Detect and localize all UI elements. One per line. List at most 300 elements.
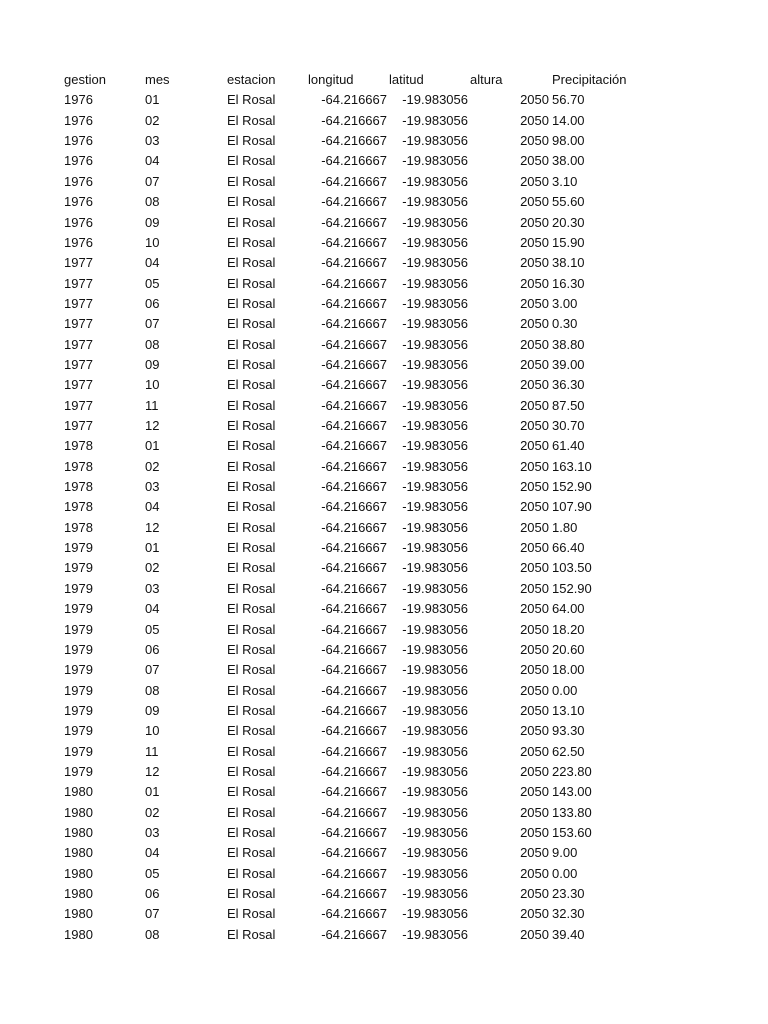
cell-longitud: -64.216667 (321, 641, 387, 657)
cell-latitud: -19.983056 (402, 153, 468, 169)
cell-estacion: El Rosal (227, 519, 276, 535)
cell-precip: 103.50 (552, 560, 592, 576)
cell-gestion: 1976 (64, 112, 93, 128)
cell-longitud: -64.216667 (321, 418, 387, 433)
cell-estacion: El Rosal (227, 601, 276, 617)
cell-longitud: -64.216667 (321, 784, 387, 800)
table-row (0, 294, 768, 314)
cell-altura: 2050 (520, 295, 549, 311)
cell-precip: 163.10 (552, 458, 592, 474)
cell-longitud: -64.216667 (321, 621, 387, 637)
cell-altura: 2050 (520, 886, 549, 902)
cell-precip: 56.70 (552, 92, 585, 108)
cell-latitud: -19.983056 (402, 295, 468, 311)
cell-precip: 0.00 (552, 865, 578, 881)
table-row (0, 864, 768, 884)
cell-latitud: -19.983056 (402, 458, 468, 474)
cell-precip: 152.90 (552, 580, 592, 596)
table-row (0, 884, 768, 904)
cell-estacion: El Rosal (227, 336, 276, 352)
cell-altura: 2050 (520, 377, 549, 393)
cell-latitud: -19.983056 (402, 112, 468, 128)
cell-longitud: -64.216667 (321, 682, 387, 698)
cell-precip: 39.00 (552, 356, 585, 372)
cell-estacion: El Rosal (227, 621, 276, 637)
cell-longitud: -64.216667 (321, 906, 387, 922)
cell-altura: 2050 (520, 926, 549, 942)
cell-precip: 38.00 (552, 153, 585, 169)
cell-longitud: -64.216667 (321, 825, 387, 840)
cell-mes: 01 (145, 438, 160, 454)
table-row (0, 497, 768, 517)
cell-longitud: -64.216667 (321, 92, 387, 108)
cell-longitud: -64.216667 (321, 214, 387, 230)
cell-mes: 06 (145, 641, 160, 657)
cell-precip: 38.10 (552, 255, 585, 271)
cell-latitud: -19.983056 (402, 621, 468, 637)
cell-precip: 18.20 (552, 621, 585, 637)
cell-longitud: -64.216667 (321, 295, 387, 311)
cell-mes: 12 (145, 763, 160, 779)
cell-precip: 152.90 (552, 479, 592, 495)
cell-precip: 36.30 (552, 377, 585, 393)
table-row (0, 782, 768, 802)
cell-gestion: 1979 (64, 662, 93, 678)
cell-mes: 02 (145, 112, 160, 128)
cell-longitud: -64.216667 (321, 723, 387, 739)
cell-estacion: El Rosal (227, 255, 276, 271)
cell-latitud: -19.983056 (402, 479, 468, 495)
cell-longitud: -64.216667 (321, 255, 387, 271)
cell-longitud: -64.216667 (321, 479, 387, 495)
cell-estacion: El Rosal (227, 316, 276, 332)
cell-estacion: El Rosal (227, 560, 276, 576)
cell-gestion: 1976 (64, 214, 93, 230)
cell-mes: 09 (145, 356, 160, 372)
cell-precip: 13.10 (552, 702, 585, 718)
cell-gestion: 1978 (64, 479, 93, 495)
cell-mes: 03 (145, 479, 160, 495)
cell-altura: 2050 (520, 438, 549, 454)
cell-altura: 2050 (520, 92, 549, 108)
cell-latitud: -19.983056 (402, 926, 468, 942)
cell-altura: 2050 (520, 499, 549, 515)
cell-altura: 2050 (520, 621, 549, 637)
cell-estacion: El Rosal (227, 865, 276, 881)
cell-latitud: -19.983056 (402, 743, 468, 759)
header-row (0, 70, 768, 90)
cell-estacion: El Rosal (227, 275, 276, 291)
table-row (0, 233, 768, 253)
cell-altura: 2050 (520, 397, 549, 413)
cell-longitud: -64.216667 (321, 112, 387, 128)
cell-altura: 2050 (520, 153, 549, 169)
cell-latitud: -19.983056 (402, 397, 468, 413)
cell-precip: 61.40 (552, 438, 585, 454)
cell-gestion: 1977 (64, 356, 93, 372)
cell-gestion: 1978 (64, 438, 93, 454)
table-row (0, 681, 768, 701)
cell-altura: 2050 (520, 763, 549, 779)
cell-mes: 03 (145, 825, 160, 840)
cell-precip: 14.00 (552, 112, 585, 128)
cell-estacion: El Rosal (227, 356, 276, 372)
header-mes: mes (145, 72, 170, 87)
cell-precip: 39.40 (552, 926, 585, 942)
cell-estacion: El Rosal (227, 540, 276, 556)
cell-altura: 2050 (520, 356, 549, 372)
cell-estacion: El Rosal (227, 479, 276, 495)
table-row (0, 477, 768, 497)
cell-estacion: El Rosal (227, 784, 276, 800)
cell-altura: 2050 (520, 479, 549, 495)
cell-latitud: -19.983056 (402, 865, 468, 881)
cell-estacion: El Rosal (227, 763, 276, 779)
cell-gestion: 1979 (64, 702, 93, 718)
cell-mes: 04 (145, 499, 160, 515)
cell-latitud: -19.983056 (402, 133, 468, 149)
cell-altura: 2050 (520, 173, 549, 189)
cell-gestion: 1976 (64, 194, 93, 210)
cell-precip: 66.40 (552, 540, 585, 556)
cell-precip: 98.00 (552, 133, 585, 149)
cell-precip: 133.80 (552, 804, 592, 820)
cell-mes: 10 (145, 377, 160, 393)
cell-precip: 153.60 (552, 825, 592, 840)
cell-longitud: -64.216667 (321, 845, 387, 861)
cell-gestion: 1976 (64, 153, 93, 169)
cell-latitud: -19.983056 (402, 214, 468, 230)
cell-precip: 15.90 (552, 234, 585, 250)
cell-estacion: El Rosal (227, 662, 276, 678)
header-precipitacion: Precipitación (552, 72, 627, 87)
cell-gestion: 1980 (64, 865, 93, 881)
cell-altura: 2050 (520, 316, 549, 332)
cell-altura: 2050 (520, 784, 549, 800)
cell-estacion: El Rosal (227, 580, 276, 596)
cell-gestion: 1977 (64, 255, 93, 271)
table-row (0, 538, 768, 558)
cell-altura: 2050 (520, 702, 549, 718)
cell-estacion: El Rosal (227, 153, 276, 169)
cell-estacion: El Rosal (227, 234, 276, 250)
table-row (0, 762, 768, 782)
cell-longitud: -64.216667 (321, 763, 387, 779)
cell-precip: 23.30 (552, 886, 585, 902)
cell-precip: 143.00 (552, 784, 592, 800)
table-row (0, 314, 768, 334)
cell-estacion: El Rosal (227, 499, 276, 515)
cell-latitud: -19.983056 (402, 580, 468, 596)
cell-precip: 3.00 (552, 295, 578, 311)
cell-altura: 2050 (520, 458, 549, 474)
cell-mes: 02 (145, 804, 160, 820)
cell-longitud: -64.216667 (321, 397, 387, 413)
cell-gestion: 1976 (64, 234, 93, 250)
table-row (0, 253, 768, 273)
cell-estacion: El Rosal (227, 214, 276, 230)
cell-mes: 02 (145, 458, 160, 474)
table-row (0, 172, 768, 192)
cell-estacion: El Rosal (227, 702, 276, 718)
cell-mes: 04 (145, 255, 160, 271)
cell-latitud: -19.983056 (402, 377, 468, 393)
table-row (0, 823, 768, 843)
cell-latitud: -19.983056 (402, 560, 468, 576)
cell-longitud: -64.216667 (321, 662, 387, 678)
cell-altura: 2050 (520, 336, 549, 352)
cell-precip: 3.10 (552, 173, 578, 189)
cell-estacion: El Rosal (227, 418, 276, 433)
cell-altura: 2050 (520, 723, 549, 739)
cell-mes: 02 (145, 560, 160, 576)
table-row (0, 721, 768, 741)
cell-latitud: -19.983056 (402, 702, 468, 718)
cell-latitud: -19.983056 (402, 886, 468, 902)
cell-gestion: 1980 (64, 845, 93, 861)
table-row (0, 213, 768, 233)
table-row (0, 640, 768, 660)
table-row (0, 131, 768, 151)
cell-estacion: El Rosal (227, 723, 276, 739)
cell-altura: 2050 (520, 133, 549, 149)
cell-estacion: El Rosal (227, 906, 276, 922)
cell-precip: 18.00 (552, 662, 585, 678)
cell-altura: 2050 (520, 214, 549, 230)
cell-altura: 2050 (520, 519, 549, 535)
cell-estacion: El Rosal (227, 743, 276, 759)
cell-estacion: El Rosal (227, 804, 276, 820)
cell-precip: 1.80 (552, 519, 578, 535)
cell-mes: 08 (145, 336, 160, 352)
table-row (0, 375, 768, 395)
cell-altura: 2050 (520, 662, 549, 678)
cell-precip: 107.90 (552, 499, 592, 515)
cell-longitud: -64.216667 (321, 519, 387, 535)
cell-longitud: -64.216667 (321, 499, 387, 515)
cell-altura: 2050 (520, 804, 549, 820)
cell-altura: 2050 (520, 906, 549, 922)
cell-precip: 38.80 (552, 336, 585, 352)
cell-latitud: -19.983056 (402, 845, 468, 861)
table-row (0, 620, 768, 640)
cell-altura: 2050 (520, 275, 549, 291)
cell-mes: 04 (145, 845, 160, 861)
table-row (0, 925, 768, 945)
header-altura: altura (470, 72, 503, 87)
cell-gestion: 1979 (64, 763, 93, 779)
header-gestion: gestion (64, 72, 106, 87)
cell-gestion: 1979 (64, 682, 93, 698)
cell-altura: 2050 (520, 112, 549, 128)
cell-precip: 93.30 (552, 723, 585, 739)
cell-mes: 04 (145, 153, 160, 169)
cell-longitud: -64.216667 (321, 316, 387, 332)
cell-estacion: El Rosal (227, 295, 276, 311)
cell-longitud: -64.216667 (321, 702, 387, 718)
cell-longitud: -64.216667 (321, 356, 387, 372)
cell-altura: 2050 (520, 845, 549, 861)
cell-longitud: -64.216667 (321, 886, 387, 902)
cell-latitud: -19.983056 (402, 906, 468, 922)
cell-gestion: 1979 (64, 621, 93, 637)
cell-mes: 07 (145, 906, 160, 922)
cell-estacion: El Rosal (227, 641, 276, 657)
cell-latitud: -19.983056 (402, 194, 468, 210)
cell-altura: 2050 (520, 255, 549, 271)
cell-mes: 05 (145, 865, 160, 881)
table-row (0, 843, 768, 863)
header-longitud: longitud (308, 72, 354, 87)
cell-latitud: -19.983056 (402, 804, 468, 820)
cell-gestion: 1979 (64, 723, 93, 739)
cell-mes: 09 (145, 702, 160, 718)
cell-gestion: 1980 (64, 825, 93, 840)
cell-mes: 10 (145, 234, 160, 250)
cell-latitud: -19.983056 (402, 723, 468, 739)
cell-mes: 10 (145, 723, 160, 739)
cell-estacion: El Rosal (227, 886, 276, 902)
cell-altura: 2050 (520, 682, 549, 698)
table-row (0, 558, 768, 578)
cell-gestion: 1977 (64, 418, 93, 433)
cell-longitud: -64.216667 (321, 336, 387, 352)
cell-precip: 30.70 (552, 418, 585, 433)
cell-mes: 11 (145, 397, 159, 413)
cell-latitud: -19.983056 (402, 682, 468, 698)
table-row (0, 660, 768, 680)
table-row (0, 701, 768, 721)
cell-longitud: -64.216667 (321, 234, 387, 250)
cell-latitud: -19.983056 (402, 825, 468, 840)
cell-latitud: -19.983056 (402, 662, 468, 678)
cell-estacion: El Rosal (227, 438, 276, 454)
cell-gestion: 1976 (64, 92, 93, 108)
cell-gestion: 1977 (64, 336, 93, 352)
cell-gestion: 1979 (64, 540, 93, 556)
cell-precip: 87.50 (552, 397, 585, 413)
cell-longitud: -64.216667 (321, 601, 387, 617)
table-row (0, 396, 768, 416)
cell-estacion: El Rosal (227, 458, 276, 474)
cell-longitud: -64.216667 (321, 865, 387, 881)
cell-precip: 0.00 (552, 682, 578, 698)
cell-altura: 2050 (520, 825, 549, 840)
cell-mes: 11 (145, 743, 159, 759)
cell-altura: 2050 (520, 601, 549, 617)
cell-mes: 12 (145, 418, 160, 433)
cell-gestion: 1977 (64, 295, 93, 311)
cell-latitud: -19.983056 (402, 763, 468, 779)
cell-latitud: -19.983056 (402, 499, 468, 515)
cell-gestion: 1977 (64, 316, 93, 332)
cell-estacion: El Rosal (227, 173, 276, 189)
cell-estacion: El Rosal (227, 926, 276, 942)
cell-altura: 2050 (520, 641, 549, 657)
table-row (0, 436, 768, 456)
cell-altura: 2050 (520, 540, 549, 556)
cell-gestion: 1980 (64, 926, 93, 942)
cell-precip: 0.30 (552, 316, 578, 332)
cell-altura: 2050 (520, 560, 549, 576)
cell-mes: 12 (145, 519, 160, 535)
cell-longitud: -64.216667 (321, 173, 387, 189)
cell-longitud: -64.216667 (321, 804, 387, 820)
cell-latitud: -19.983056 (402, 234, 468, 250)
cell-estacion: El Rosal (227, 682, 276, 698)
cell-precip: 32.30 (552, 906, 585, 922)
cell-gestion: 1976 (64, 173, 93, 189)
cell-latitud: -19.983056 (402, 316, 468, 332)
cell-mes: 09 (145, 214, 160, 230)
table-row (0, 803, 768, 823)
cell-mes: 08 (145, 682, 160, 698)
cell-altura: 2050 (520, 580, 549, 596)
table-row (0, 274, 768, 294)
table-row (0, 742, 768, 762)
table-row (0, 355, 768, 375)
cell-gestion: 1977 (64, 397, 93, 413)
cell-gestion: 1980 (64, 784, 93, 800)
table-row (0, 111, 768, 131)
cell-gestion: 1979 (64, 580, 93, 596)
cell-gestion: 1979 (64, 601, 93, 617)
cell-longitud: -64.216667 (321, 743, 387, 759)
cell-gestion: 1979 (64, 560, 93, 576)
cell-altura: 2050 (520, 234, 549, 250)
cell-latitud: -19.983056 (402, 519, 468, 535)
cell-estacion: El Rosal (227, 397, 276, 413)
cell-mes: 06 (145, 295, 160, 311)
cell-precip: 9.00 (552, 845, 578, 861)
cell-mes: 01 (145, 540, 160, 556)
cell-longitud: -64.216667 (321, 580, 387, 596)
cell-gestion: 1978 (64, 499, 93, 515)
cell-gestion: 1979 (64, 641, 93, 657)
cell-gestion: 1980 (64, 906, 93, 922)
cell-mes: 08 (145, 194, 160, 210)
cell-latitud: -19.983056 (402, 336, 468, 352)
table-row (0, 90, 768, 110)
table-row (0, 457, 768, 477)
table-row (0, 335, 768, 355)
cell-longitud: -64.216667 (321, 926, 387, 942)
table-row (0, 579, 768, 599)
cell-latitud: -19.983056 (402, 418, 468, 433)
cell-precip: 16.30 (552, 275, 585, 291)
cell-latitud: -19.983056 (402, 601, 468, 617)
cell-precip: 20.30 (552, 214, 585, 230)
cell-gestion: 1979 (64, 743, 93, 759)
cell-altura: 2050 (520, 743, 549, 759)
cell-mes: 07 (145, 662, 160, 678)
cell-latitud: -19.983056 (402, 438, 468, 454)
cell-longitud: -64.216667 (321, 377, 387, 393)
cell-latitud: -19.983056 (402, 784, 468, 800)
table-row (0, 151, 768, 171)
header-latitud: latitud (389, 72, 424, 87)
cell-mes: 01 (145, 92, 160, 108)
cell-latitud: -19.983056 (402, 255, 468, 271)
cell-longitud: -64.216667 (321, 438, 387, 454)
cell-mes: 06 (145, 886, 160, 902)
cell-estacion: El Rosal (227, 825, 276, 840)
cell-precip: 20.60 (552, 641, 585, 657)
header-estacion: estacion (227, 72, 276, 87)
cell-estacion: El Rosal (227, 194, 276, 210)
cell-altura: 2050 (520, 418, 549, 433)
cell-longitud: -64.216667 (321, 540, 387, 556)
